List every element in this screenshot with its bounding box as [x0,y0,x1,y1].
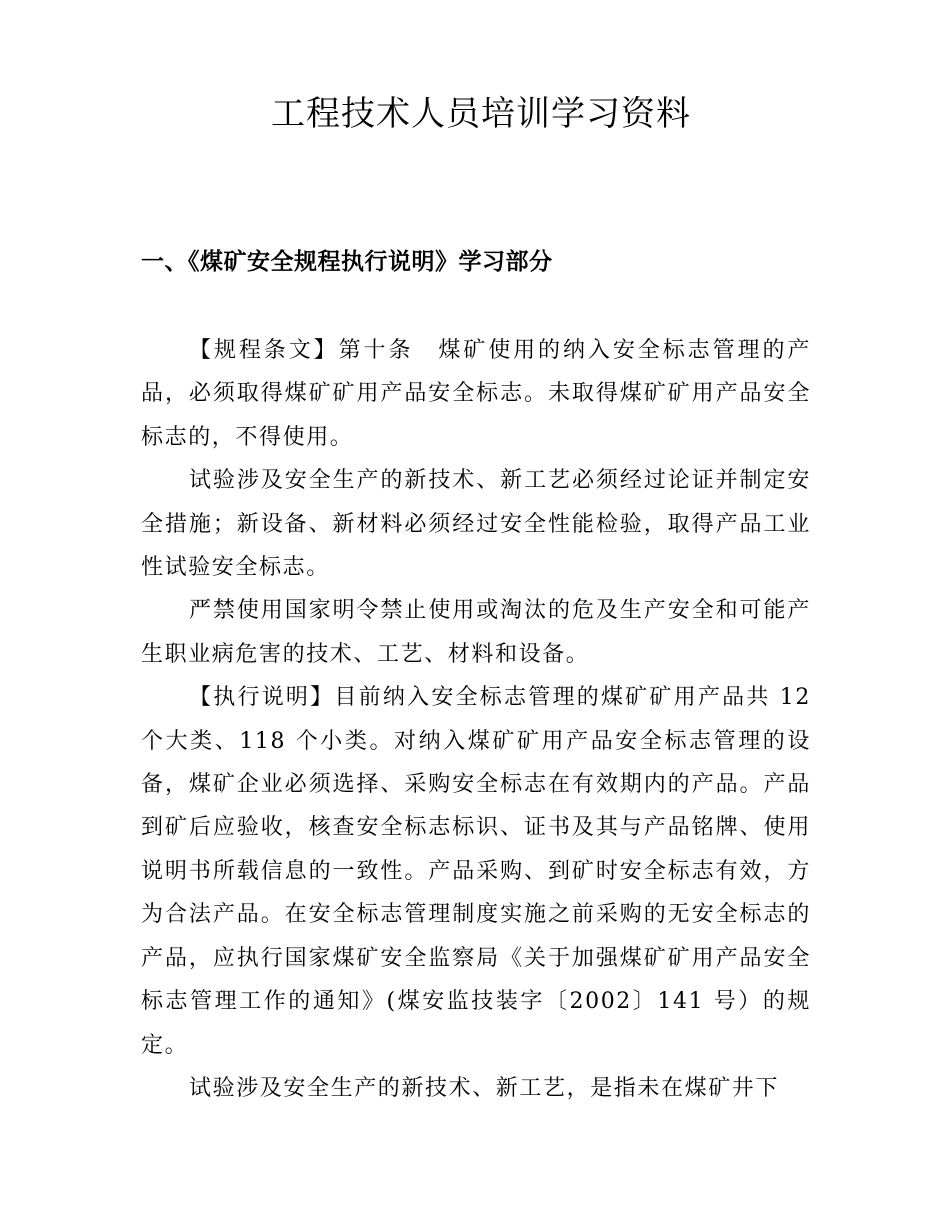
section-heading: 一、《煤矿安全规程执行说明》学习部分 [141,249,553,275]
paragraph-regulation-article: 【规程条文】第十条 煤矿使用的纳入安全标志管理的产品，必须取得煤矿矿用产品安全标志。未取得煤矿矿用产品安全标志的，不得使用。 [141,338,811,450]
paragraph-new-technology: 试验涉及安全生产的新技术、新工艺必须经过论证并制定安全措施；新设备、新材料必须经过安全性能检验，取得产品工业性试验安全标志。 [141,468,811,581]
paragraph-prohibited-use: 严禁使用国家明令禁止使用或淘汰的危及生产安全和可能产生职业病危害的技术、工艺、材料和设备。 [141,598,811,667]
paragraph-new-technology-definition: 试验涉及安全生产的新技术、新工艺，是指未在煤矿井下 [189,1075,780,1101]
document-body [141,329,811,1110]
paragraph-execution-notes: 【执行说明】目前纳入安全标志管理的煤矿矿用产品共 12 个大类、118 个小类。对纳入煤矿矿用产品安全标志管理的设备，煤矿企业必须选择、采购安全标志在有效期内的产品。产品到矿后应验收，核查安全标志标识、证书及其与产品铭牌、使用说明书所载信息的一致性。产品采购、到矿时安全标志有效，方为合法产品。在安全标志管理制度实施之前采购的无安全标志的产品，应执行国家煤矿安全监察局《关于加强煤矿矿用产品安全标志管理工作的通知》(煤安监技装字〔2002〕141 号）的规定。 [141,685,811,1058]
document-title: 工程技术人员培训学习资料 [271,94,691,134]
